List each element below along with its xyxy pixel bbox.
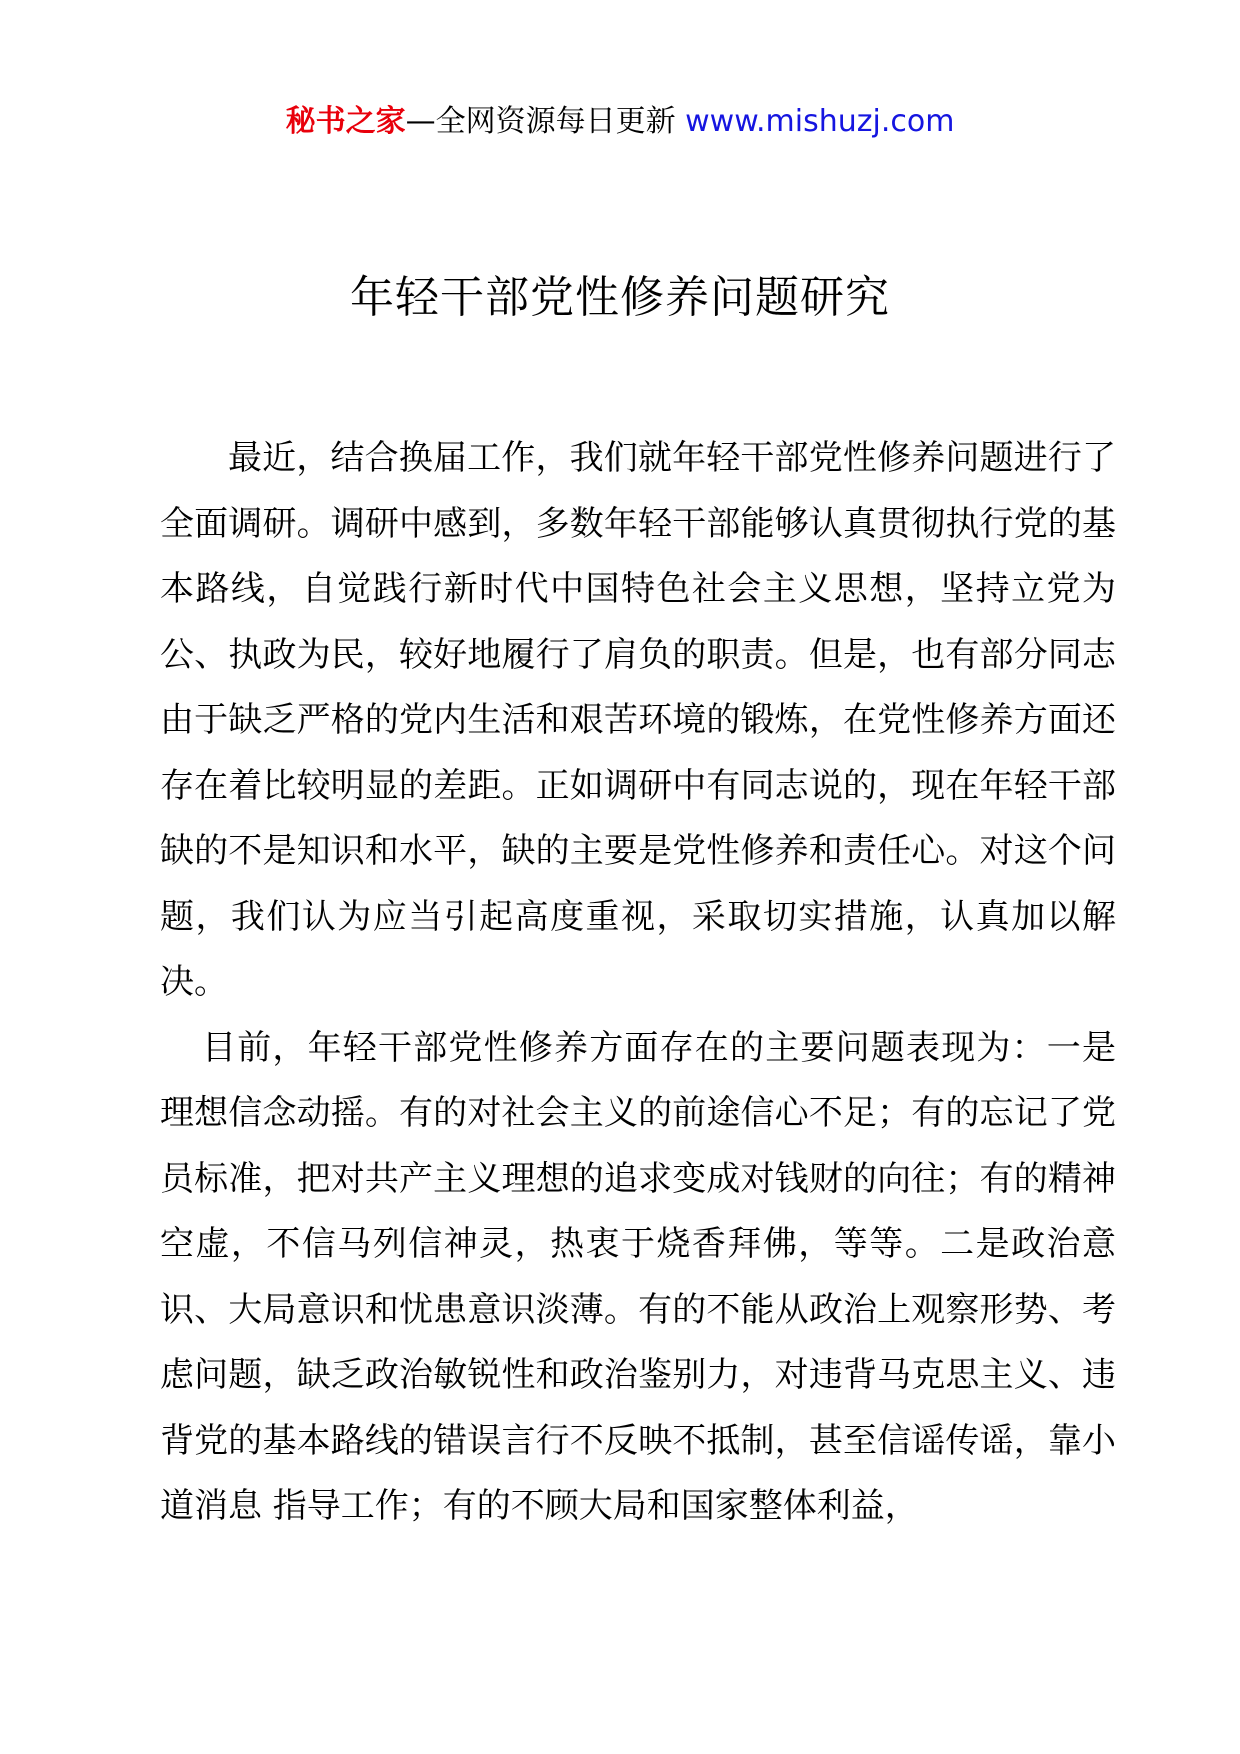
header-slogan: —全网资源每日更新 (405, 104, 686, 139)
body-paragraph: 最近，结合换届工作，我们就年轻干部党性修养问题进行了全面调研。调研中感到，多数年轻干部能够认真贯彻执行党的基本路线，自觉践行新时代中国特色社会主义思想，坚持立党为公、执政为民，较好地履行了肩负的职责。但是，也有部分同志由于缺乏严格的党内生活和艰苦环境的锻炼，在党性修养方面还存在着比较明显的差距。正如调研中有同志说的，现在年轻干部缺的不是知识和水平，缺的主要是党性修养和责任心。对这个问题，我们认为应当引起高度重视，采取切实措施，认真加以解决。 (160, 438, 1116, 1002)
site-url-link[interactable]: www.mishuzj.com (685, 104, 955, 139)
document-title: 年轻干部党性修养问题研究 (350, 272, 890, 323)
document-body (160, 426, 1116, 1540)
body-paragraph: 目前，年轻干部党性修养方面存在的主要问题表现为：一是理想信念动摇。有的对社会主义的前途信心不足；有的忘记了党员标准，把对共产主义理想的追求变成对钱财的向往；有的精神空虚，不信马列信神灵，热衷于烧香拜佛，等等。二是政治意识、大局意识和忧患意识淡薄。有的不能从政治上观察形势、考虑问题，缺乏政治敏锐性和政治鉴别力，对违背马克思主义、违背党的基本路线的错误言行不反映不抵制，甚至信谣传谣，靠小道消息 指导工作；有的不顾大局和国家整体利益， (160, 1027, 1116, 1526)
site-header (0, 100, 1240, 144)
brand-name: 秘书之家 (285, 104, 406, 139)
